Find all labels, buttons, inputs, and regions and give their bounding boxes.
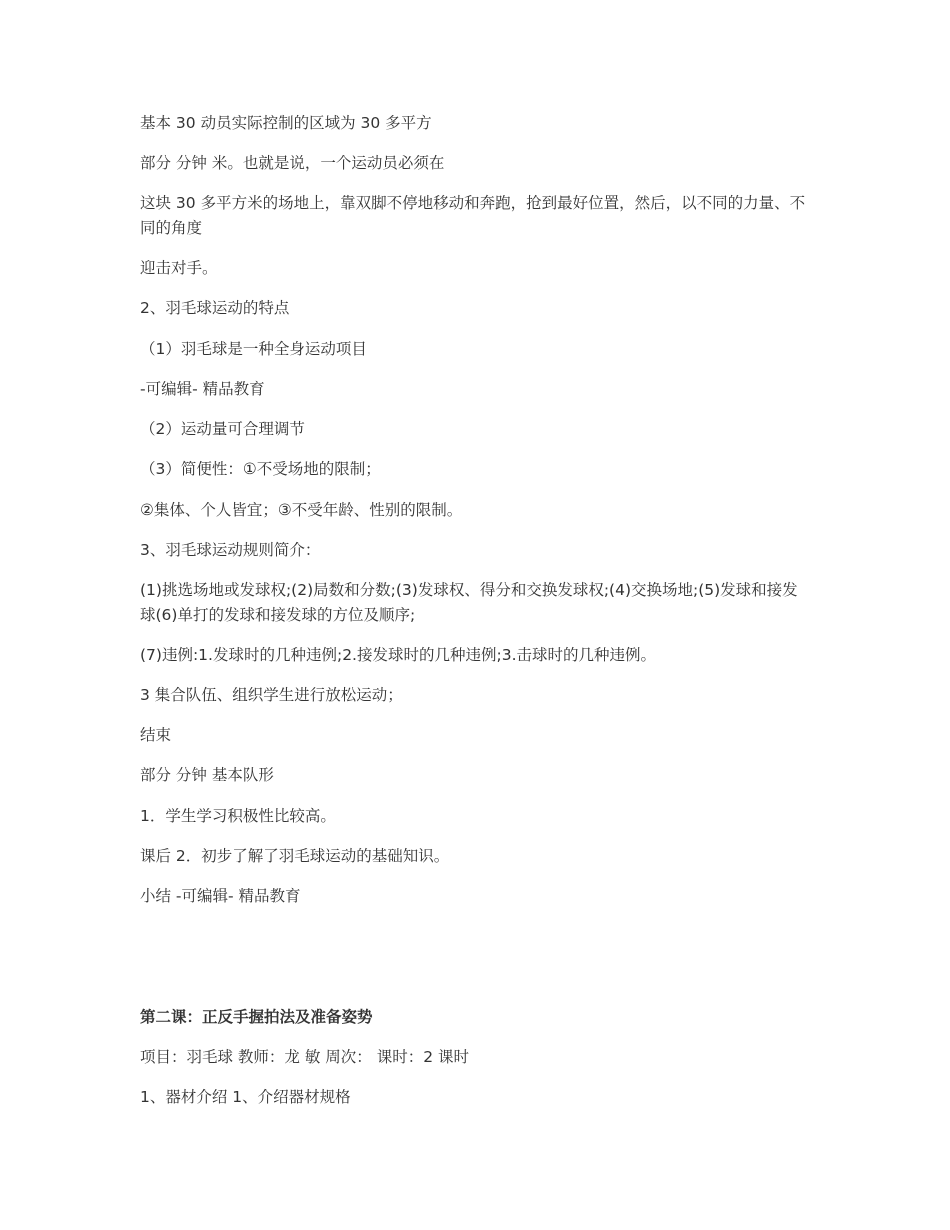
paragraph: 课后 2．初步了解了羽毛球运动的基础知识。 bbox=[140, 847, 450, 865]
paragraph: (1)挑选场地或发球权;(2)局数和分数;(3)发球权、得分和交换发球权;(4)交换场地;(5)发球和接发球(6)单打的发球和接发球的方位及顺序; bbox=[140, 581, 798, 624]
paragraph: 这块 30 多平方米的场地上，靠双脚不停地移动和奔跑，抢到最好位置，然后，以不同的力量、不同的角度 bbox=[140, 194, 806, 237]
paragraph: 基本 30 动员实际控制的区域为 30 多平方 bbox=[140, 114, 432, 132]
paragraph: 迎击对手。 bbox=[140, 259, 218, 277]
paragraph: （2）运动量可合理调节 bbox=[140, 420, 305, 438]
paragraph: 3 集合队伍、组织学生进行放松运动； bbox=[140, 686, 403, 704]
lesson-title: 第二课：正反手握拍法及准备姿势 bbox=[140, 1008, 373, 1026]
lesson-item: 1、器材介绍 1、介绍器材规格 bbox=[140, 1088, 351, 1106]
paragraph: 小结 -可编辑- 精品教育 bbox=[140, 887, 301, 905]
section-heading: 2、羽毛球运动的特点 bbox=[140, 299, 290, 317]
watermark-text: -可编辑- 精品教育 bbox=[140, 380, 265, 398]
paragraph: ②集体、个人皆宜；③不受年龄、性别的限制。 bbox=[140, 501, 463, 519]
paragraph: （1）羽毛球是一种全身运动项目 bbox=[140, 340, 367, 358]
paragraph: (7)违例:1.发球时的几种违例;2.接发球时的几种违例;3.击球时的几种违例。 bbox=[140, 646, 656, 664]
section-heading: 3、羽毛球运动规则简介： bbox=[140, 541, 321, 559]
lesson-info: 项目：羽毛球 教师：龙 敏 周次： 课时：2 课时 bbox=[140, 1048, 469, 1066]
paragraph: （3）简便性：①不受场地的限制； bbox=[140, 460, 381, 478]
paragraph: 结束 bbox=[140, 726, 172, 744]
paragraph: 1．学生学习积极性比较高。 bbox=[140, 807, 336, 825]
paragraph: 部分 分钟 基本队形 bbox=[140, 766, 274, 784]
paragraph: 部分 分钟 米。也就是说，一个运动员必须在 bbox=[140, 154, 445, 172]
